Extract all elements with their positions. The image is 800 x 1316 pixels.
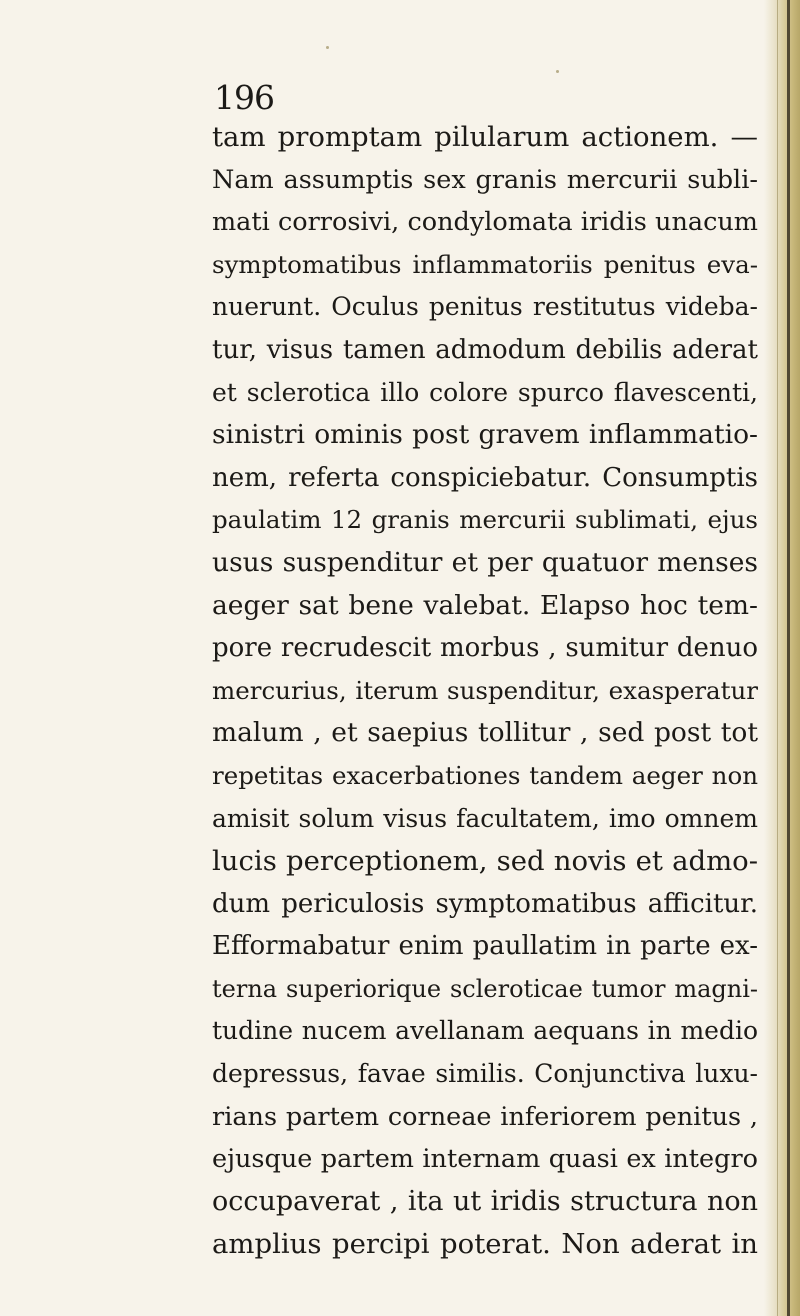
- text-line: symptomatibus inflammatoriis penitus eva-: [212, 249, 758, 279]
- text-line: dum periculosis symptomatibus afficitur.: [212, 888, 758, 919]
- text-line: mercurius, iterum suspenditur, exasperatur: [212, 675, 758, 705]
- text-line: aeger sat bene valebat. Elapso hoc tem-: [212, 589, 758, 621]
- page-edge-inner-line: [777, 0, 778, 1316]
- text-line: Nam assumptis sex granis mercurii subli-: [212, 164, 758, 195]
- paper-speck: [326, 46, 329, 49]
- text-line: depressus, favae similis. Conjunctiva luxu-: [212, 1059, 758, 1089]
- text-line: amisit solum visus facultatem, imo omnem: [212, 803, 758, 833]
- page-number: 196: [214, 78, 274, 117]
- text-line: usus suspenditur et per quatuor menses: [212, 546, 758, 578]
- text-line: terna superiorique scleroticae tumor magni-: [212, 974, 758, 1003]
- text-line: malum , et saepius tollitur , sed post tot: [212, 717, 758, 749]
- text-line: rians partem corneae inferiorem penitus ,: [212, 1101, 758, 1132]
- text-line: sinistri ominis post gravem inflammatio-: [212, 419, 758, 451]
- text-line: paulatim 12 granis mercurii sublimati, ejus: [212, 505, 758, 535]
- text-line: tam promptam pilularum actionem. —: [212, 121, 758, 153]
- text-line: nuerunt. Oculus penitus restitutus videba-: [212, 292, 758, 322]
- text-line: lucis perceptionem, sed novis et admo-: [212, 845, 758, 878]
- text-line: pore recrudescit morbus , sumitur denuo: [212, 633, 758, 664]
- paper-speck: [556, 70, 559, 73]
- text-line: tudine nucem avellanam aequans in medio: [212, 1016, 758, 1046]
- body-text: [212, 116, 758, 1266]
- page-edge-line: [787, 0, 790, 1316]
- text-line: repetitas exacerbationes tandem aeger non: [212, 760, 758, 790]
- text-line: ejusque partem internam quasi ex integro: [212, 1144, 758, 1175]
- text-line: Efformabatur enim paullatim in parte ex-: [212, 931, 758, 962]
- text-line: et sclerotica illo colore spurco flavescenti,: [212, 377, 758, 407]
- text-line: tur, visus tamen admodum debilis aderat: [212, 334, 758, 365]
- page-edge-shadow: [764, 0, 800, 1316]
- text-line: mati corrosivi, condylomata iridis unacum: [212, 207, 758, 238]
- text-line: amplius percipi poterat. Non aderat in: [212, 1228, 758, 1261]
- text-line: occupaverat , ita ut iridis structura non: [212, 1185, 758, 1217]
- text-line: nem, referta conspiciebatur. Consumptis: [212, 462, 758, 493]
